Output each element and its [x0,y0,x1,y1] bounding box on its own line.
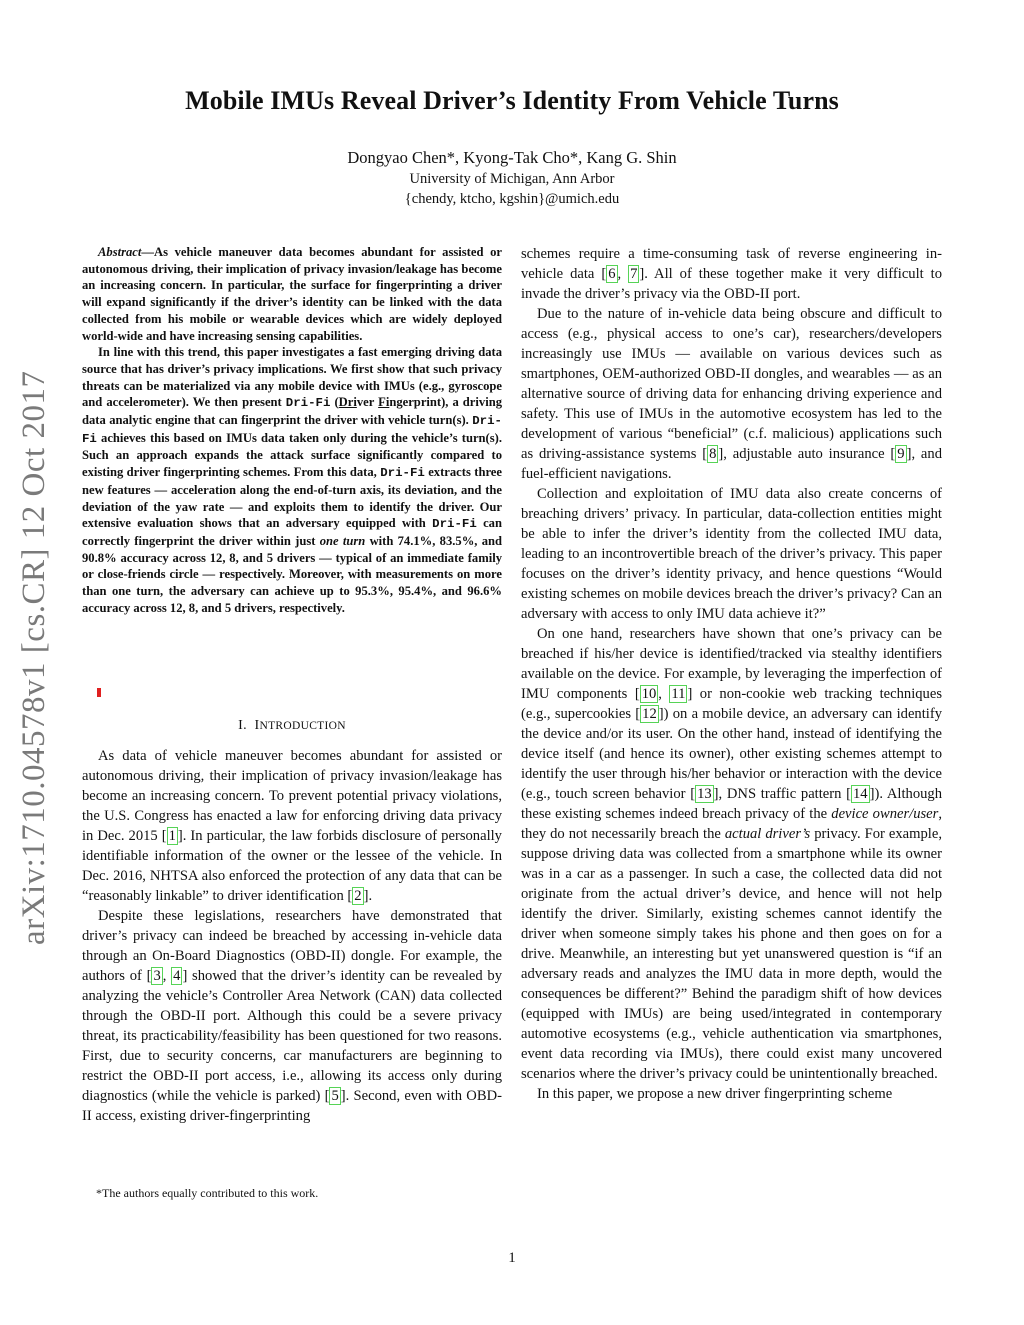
dri-fi-name: Dri-Fi [432,517,477,532]
annotation-marker [97,688,101,697]
body-text: Due to the nature of in-vehicle data being obscure and difficult to access (e.g., physical access to one’s car), researchers/developers increasingly use IMUs — available on various devices such as smartphones, OEM-authorized OBD-II dongles, and wearables — as an alternative source of driving data for enhancing driving experience and safety. This use of IMUs in the automotive ecosystem has led to the development of various “beneficial” (c.f. malicious) applications such as driving-assistance systems [ [521,306,942,462]
abstract-text: In line with this trend, this paper investigates a fast emerging driving data source that has driver’s privacy implications. We first show that such privacy threats can be materialized via any mobile device with IMUs (e.g., gyroscope and accelerometer). We then present [82,345,502,410]
section-title: NTRODUCTION [259,720,346,732]
citation-link[interactable]: 7 [630,266,638,282]
right-column [521,244,942,1104]
abstract-text: Fi [378,395,390,410]
body-text: ]. All of these together make it very difficult to invade the driver’s privacy via the OBD-II port. [521,266,942,302]
abstract-text: one turn [319,533,366,548]
body-text: Despite these legislations, researchers have demonstrated that driver’s privacy can indeed be breached by accessing in-vehicle data through an On-Board Diagnostics (OBD-II) dongle. For example, the authors of [ [82,908,502,984]
abstract-text: achieves this based on IMUs data taken only during the vehicle’s turn(s). Such an approach expands the attack surface significantly compared to existing driver fingerprinting schemes. From this data, [82,430,502,480]
abstract-text: with 74.1%, 83.5%, and 90.8% accuracy across 12, 8, and 5 drivers — typical of an immediate family or close-friends circle — respectively. Moreover, with measurements on more than one turn, the adversary can achieve up to 95.3%, 95.4%, and 96.6% accuracy across 12, 8, and 5 drivers, respectively. [82,533,502,615]
body-text: schemes require a time-consuming task of reverse engineering in-vehicle data [ [521,246,942,282]
abstract-text: ( [330,395,339,410]
citation-link[interactable]: 1 [168,828,176,844]
citation-link[interactable]: 5 [331,1088,339,1104]
body-text: ], adjustable auto insurance [ [718,446,896,462]
body-text: As data of vehicle maneuver becomes abundant for assisted or autonomous driving, their implication of privacy invasion/leakage has become an increasing concern. To prevent potential privacy violations, the U.S. Congress has enacted a law for enforcing driving data privacy in Dec. 2015 [ [82,748,502,844]
abstract-text: ver [356,395,379,410]
body-text: ]) on a mobile device, an adversary can identify the device and/or its user. On the other hand, instead of identifying the device itself (and hence its owner), other existing schemes attempt to identify the user through his/her behavior or interaction with the device (e.g., touch screen behavior [ [521,706,942,802]
section-title: I [254,718,260,733]
arxiv-watermark: arXiv:1710.04578v1 [cs.CR] 12 Oct 2017 [16,370,52,945]
right-paragraph-4: In this paper, we propose a new driver fingerprinting scheme [537,1086,893,1102]
abstract-text: extracts three new features — acceleration along the end-of-turn axis, its deviation, and the deviation of the yaw rate — and exploits them to identify the driver. Our extensive evaluation shows that an adversary equipped with [82,465,502,531]
citation-link[interactable]: 14 [853,786,868,802]
body-text: ]). Although these existing schemes indeed breach privacy of the [521,786,943,822]
citation-link[interactable]: 9 [897,446,905,462]
right-paragraph-2: Collection and exploitation of IMU data also create concerns of breaching drivers’ privacy. In particular, data-collection entities might be able to infer the driver’s identity from the collected IMU data, leading to an incontrovertible breach of the driver’s privacy. This paper focuses on the driver’s identity privacy, and hence questions “Would existing schemes on mobile devices breach the driver’s privacy? Can an adversary with access to only IMU data achieve it?” [521,486,942,622]
citation-link[interactable]: 4 [173,968,181,984]
body-text: On one hand, researchers have shown that one’s privacy can be breached if his/her device is identified/tracked via stealthy identifiers available on the device. For example, by leveraging the imperfection of IMU components [ [521,626,942,702]
page-number: 1 [508,1250,516,1266]
abstract-text: ngerprint), a driving data analytic engine that can fingerprint the driver with vehicle turn(s). [82,395,502,428]
body-text: ]. Second, even with OBD-II access, existing driver-fingerprinting [82,1088,502,1124]
right-paragraph-3: On one hand, researchers have shown that one’s privacy can be breached if his/her device is identified/tracked via stealthy identifiers available on the device. For example, by leveraging the imperfection of IMU components [ 10 , 11 ] or non-cookie web tracking techniques (e.g., supercookies [ 12 ]) on a mobile device, an adversary can identify the device and/or its user. On the other hand, instead of identifying the device itself (and hence its owner), other existing schemes attempt to identify the user through his/her behavior or interaction with the device (e.g., touch screen behavior [ 13 ], DNS traffic pattern [ 14 ]). Although these existing schemes indeed breach privacy of the device owner/user, they do not necessarily breach the actual driver’s privacy. For example, suppose driving data was collected from a smartphone while its owner was in a car as a passenger. In such a case, the collected data did not originate from the actual driver’s device, and hence will not help identify the driver. Similarly, existing schemes cannot identify the driver when someone simply takes his phone and then goes on for a drive. Meanwhile, an interesting but yet unanswered question is “if an adversary reads and analyzes the IMU data in more depth, would the consequences be different?” Behind the paradigm shift of how devices (equipped with IMUs) are being used/integrated in contemporary automotive ecosystems (e.g., vehicle authentication via smartphones, event data recording via IMUs), there could exist many uncovered scenarios where the driver’s privacy could be unintentionally breached. [521,626,943,1082]
body-text: ] showed that the driver’s identity can be revealed by analyzing the vehicle’s Controller Area Network (CAN) data collected through the OBD-II port. Although this could be a severe privacy threat, its practicability/feasibility has been questioned for two reasons. First, due to security concerns, car manufacturers are beginning to restrict the OBD-II port access, i.e., allowing its access only during diagnostics (while the vehicle is parked) [ [82,968,503,1104]
body-text: device owner/user [831,806,939,822]
citation-link[interactable]: 11 [671,686,686,702]
citation-link[interactable]: 12 [642,706,657,722]
section-number: I. [238,718,247,733]
dri-fi-name: Dri-Fi [380,466,425,481]
abstract-paragraph-1 [82,244,502,344]
citation-link[interactable]: 6 [608,266,616,282]
body-text: , they do not necessarily breach the [521,806,942,842]
dri-fi-name: Dri-Fi [82,414,502,446]
abstract [82,244,502,616]
body-text: ]. In particular, the law forbids disclosure of personally identifiable information of the owner or the lessee of the vehicle. In Dec. 2016, NHTSA also enforced the protection of any data that can be “reasonably linkable” to driver identification [ [82,828,502,904]
body-text: privacy. For example, suppose driving data was collected from a smartphone while its owner was in a car as a passenger. In such a case, the collected data did not originate from the actual driver’s device, and hence will not help identify the driver. Similarly, existing schemes cannot identify the driver when someone simply takes his phone and then goes on for a drive. Meanwhile, an interesting but yet unanswered question is “if an adversary reads and analyzes the IMU data in more depth, would the consequences be different?” Behind the paradigm shift of how devices (equipped with IMUs) are being used/integrated in contemporary automotive ecosystems (e.g., vehicle authentication via smartphones, event data recording via IMUs), there could exist many uncovered scenarios where the driver’s privacy could be unintentionally breached. [521,826,942,1082]
abstract-text: —As vehicle maneuver data becomes abundant for assisted or autonomous driving, their implication of privacy invasion/leakage has become an increasing concern. In particular, the surface for fingerprinting a driver will expand significantly if the driver’s identity can be linked with the data collected from his mobile or wearable devices which are widely deployed world-wide and have increasing sensing capabilities. [82,245,502,343]
dri-fi-name: Dri-Fi [285,396,331,411]
body-text: ], DNS traffic pattern [ [713,786,851,802]
author-emails: {chendy, ktcho, kgshin}@umich.edu [404,191,620,207]
intro-paragraph-1 [82,746,502,906]
body-text: actual driver’s [724,826,811,842]
right-paragraph-0: schemes require a time-consuming task of reverse engineering in-vehicle data [ 6 , 7 ]. All of these together make it very difficult to invade the driver’s privacy via the OBD-II port. [521,246,942,302]
citation-link[interactable]: 10 [641,686,657,702]
introduction [82,746,502,1126]
body-text: ]. [363,888,373,904]
intro-paragraph-2: Despite these legislations, researchers have demonstrated that driver’s privacy can indeed be breached by accessing in-vehicle data through an On-Board Diagnostics (OBD-II) dongle. For example, the authors of [ 3 , 4 ] showed that the driver’s identity can be revealed by analyzing the vehicle’s Controller Area Network (CAN) data collected through the OBD-II port. Although this could be a severe privacy threat, its practicability/feasibility has been questioned for two reasons. First, due to security concerns, car manufacturers are beginning to restrict the OBD-II port access, i.e., allowing its access only during diagnostics (while the vehicle is parked) [ 5 ]. Second, even with OBD-II access, existing driver-fingerprinting [82,908,503,1124]
abstract-text: Dri [338,395,357,410]
author-list: Dongyao Chen*, Kyong-Tak Cho*, Kang G. Shin [347,148,677,167]
section-heading [82,718,502,734]
body-text: ] or non-cookie web tracking techniques (e.g., supercookies [ [521,686,943,722]
abstract-paragraph-2 [82,344,502,616]
footnote: *The authors equally contributed to this work. [96,1186,319,1200]
body-text: ], and fuel-efficient navigations. [521,446,942,482]
abstract-text: can correctly fingerprint the driver within just [82,516,502,548]
abstract-label: Abstract [98,245,142,259]
citation-link[interactable]: 2 [354,888,362,904]
paper-title: Mobile IMUs Reveal Driver’s Identity From Vehicle Turns [185,86,839,115]
right-paragraph-1 [521,304,942,484]
citation-link[interactable]: 8 [709,446,717,462]
citation-link[interactable]: 13 [697,786,712,802]
affiliation: University of Michigan, Ann Arbor [409,171,615,187]
citation-link[interactable]: 3 [153,968,161,984]
